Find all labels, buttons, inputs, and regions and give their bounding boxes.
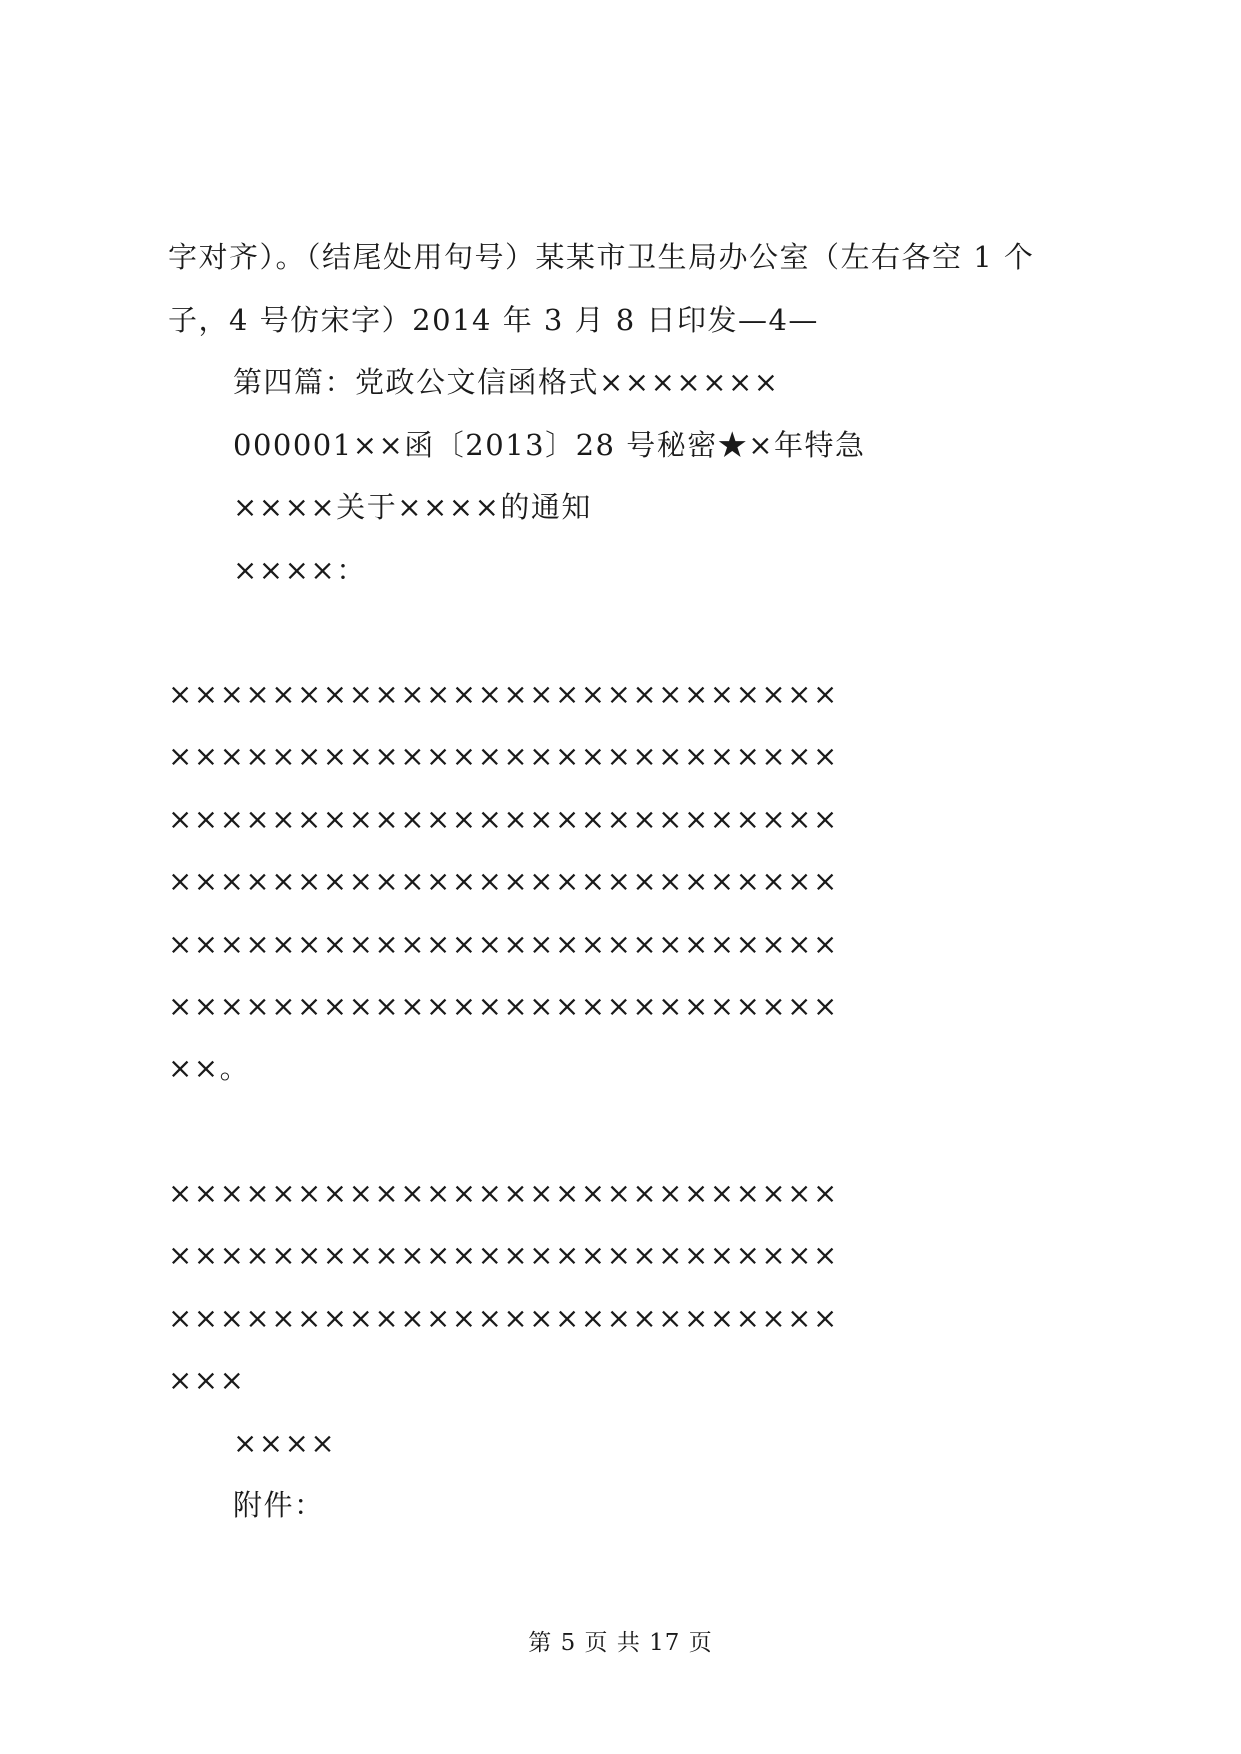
- document-number-line: 000001××函〔2013〕28 号秘密★×年特急: [233, 428, 866, 462]
- paragraph-2-line-2: ××××××××××××××××××××××××××: [168, 1238, 839, 1272]
- paragraph-2-line-1: ××××××××××××××××××××××××××: [168, 1176, 839, 1210]
- paragraph-1-line-6: ××××××××××××××××××××××××××: [168, 989, 839, 1023]
- notice-title: ××××关于××××的通知: [233, 490, 592, 524]
- paragraph-1-line-4: ××××××××××××××××××××××××××: [168, 864, 839, 898]
- section-heading: 第四篇：党政公文信函格式×××××××: [233, 365, 780, 399]
- paragraph-2-line-4: ×××: [168, 1363, 246, 1397]
- attachment-label: 附件：: [233, 1488, 325, 1522]
- body-line-2: 子，4 号仿宋字）2014 年 3 月 8 日印发—4—: [168, 303, 819, 337]
- signature-line: ××××: [233, 1426, 337, 1460]
- paragraph-1-line-1: ××××××××××××××××××××××××××: [168, 677, 839, 711]
- body-line-1: 字对齐）。（结尾处用句号）某某市卫生局办公室（左右各空 1 个: [168, 240, 1035, 274]
- paragraph-1-line-2: ××××××××××××××××××××××××××: [168, 739, 839, 773]
- addressee: ××××：: [233, 553, 367, 587]
- paragraph-1-line-3: ××××××××××××××××××××××××××: [168, 802, 839, 836]
- page-number-footer: 第 5 页 共 17 页: [528, 1630, 713, 1656]
- paragraph-1-line-5: ××××××××××××××××××××××××××: [168, 927, 839, 961]
- paragraph-1-line-7: ××。: [168, 1051, 251, 1085]
- paragraph-2-line-3: ××××××××××××××××××××××××××: [168, 1301, 839, 1335]
